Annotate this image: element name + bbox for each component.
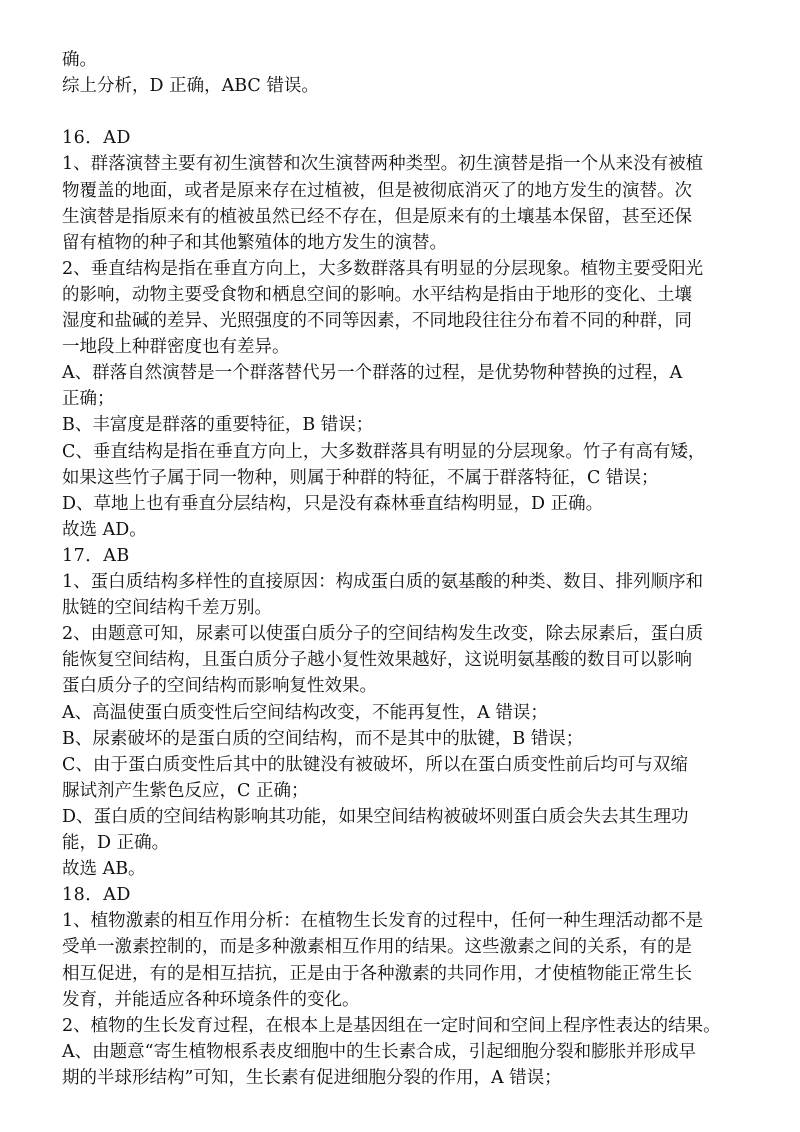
text-line: 期的半球形结构”可知，生长素有促进细胞分裂的作用，A 错误； <box>62 1067 562 1088</box>
text-line: 综上分析，D 正确，ABC 错误。 <box>62 76 319 97</box>
text-line: 受单一激素控制的，而是多种激素相互作用的结果。这些激素之间的关系，有的是 <box>62 937 692 958</box>
text-line: 1、植物激素的相互作用分析：在植物生长发育的过程中，任何一种生理活动都不是 <box>62 911 704 932</box>
text-line: 能恢复空间结构，且蛋白质分子越小复性效果越好，这说明氨基酸的数目可以影响 <box>62 650 692 671</box>
text-line: 生演替是指原来有的植被虽然已经不存在，但是原来有的土壤基本保留，甚至还保 <box>62 206 692 227</box>
text-line: 物覆盖的地面，或者是原来存在过植被，但是被彻底消灭了的地方发生的演替。次 <box>62 180 692 201</box>
text-line: 正确； <box>62 389 115 410</box>
text-line: 16．AD <box>62 128 131 149</box>
text-line: 发育，并能适应各种环境条件的变化。 <box>62 989 360 1010</box>
text-line: A、群落自然演替是一个群落替代另一个群落的过程，是优势物种替换的过程，A <box>62 363 683 384</box>
text-line: 1、蛋白质结构多样性的直接原因：构成蛋白质的氨基酸的种类、数目、排列顺序和 <box>62 572 704 592</box>
text-line: 2、植物的生长发育过程，在根本上是基因组在一定时间和空间上程序性表达的结果。 <box>62 1015 721 1036</box>
text-line: 湿度和盐碱的差异、光照强度的不同等因素，不同地段往往分布着不同的种群，同 <box>62 311 692 331</box>
text-line: 故选 AB。 <box>62 859 146 880</box>
text-line: D、蛋白质的空间结构影响其功能，如果空间结构被破坏则蛋白质会失去其生理功 <box>62 806 689 827</box>
text-line: 一地段上种群密度也有差异。 <box>62 337 290 358</box>
text-line: B、尿素破坏的是蛋白质的空间结构，而不是其中的肽键，B 错误； <box>62 728 584 749</box>
text-line: 的影响，动物主要受食物和栖息空间的影响。水平结构是指由于地形的变化、土壤 <box>62 284 692 305</box>
text-line: 蛋白质分子的空间结构而影响复性效果。 <box>62 676 377 697</box>
text-line: 1、群落演替主要有初生演替和次生演替两种类型。初生演替是指一个从来没有被植 <box>62 154 704 175</box>
text-line: D、草地上也有垂直分层结构，只是没有森林垂直结构明显，D 正确。 <box>62 493 604 514</box>
text-line: B、丰富度是群落的重要特征，B 错误； <box>62 415 374 436</box>
text-line: 故选 AD。 <box>62 519 147 540</box>
text-line: C、垂直结构是指在垂直方向上，大多数群落具有明显的分层现象。竹子有高有矮， <box>62 441 706 462</box>
text-line: 留有植物的种子和其他繁殖体的地方发生的演替。 <box>62 232 447 253</box>
text-line: 肽链的空间结构千差万别。 <box>62 598 272 619</box>
text-line: A、由题意“寄生植物根系表皮细胞中的生长素合成，引起细胞分裂和膨胀并形成早 <box>62 1041 697 1062</box>
text-line: A、高温使蛋白质变性后空间结构改变，不能再复性，A 错误； <box>62 702 548 723</box>
text-line: 17．AB <box>62 545 130 566</box>
text-line: 2、由题意可知，尿素可以使蛋白质分子的空间结构发生改变，除去尿素后，蛋白质 <box>62 624 704 645</box>
text-line: 如果这些竹子属于同一物种，则属于种群的特征，不属于群落特征，C 错误； <box>62 467 659 488</box>
text-line: 2、垂直结构是指在垂直方向上，大多数群落具有明显的分层现象。植物主要受阳光 <box>62 258 704 279</box>
text-line: C、由于蛋白质变性后其中的肽键没有被破坏，所以在蛋白质变性前后均可与双缩 <box>62 754 688 775</box>
text-line: 能，D 正确。 <box>62 833 170 853</box>
text-line: 脲试剂产生紫色反应，C 正确； <box>62 780 309 801</box>
text-line: 确。 <box>62 50 97 70</box>
text-line: 相互促进，有的是相互拮抗，正是由于各种激素的共同作用，才使植物能正常生长 <box>62 963 692 984</box>
text-line: 18．AD <box>62 885 131 906</box>
